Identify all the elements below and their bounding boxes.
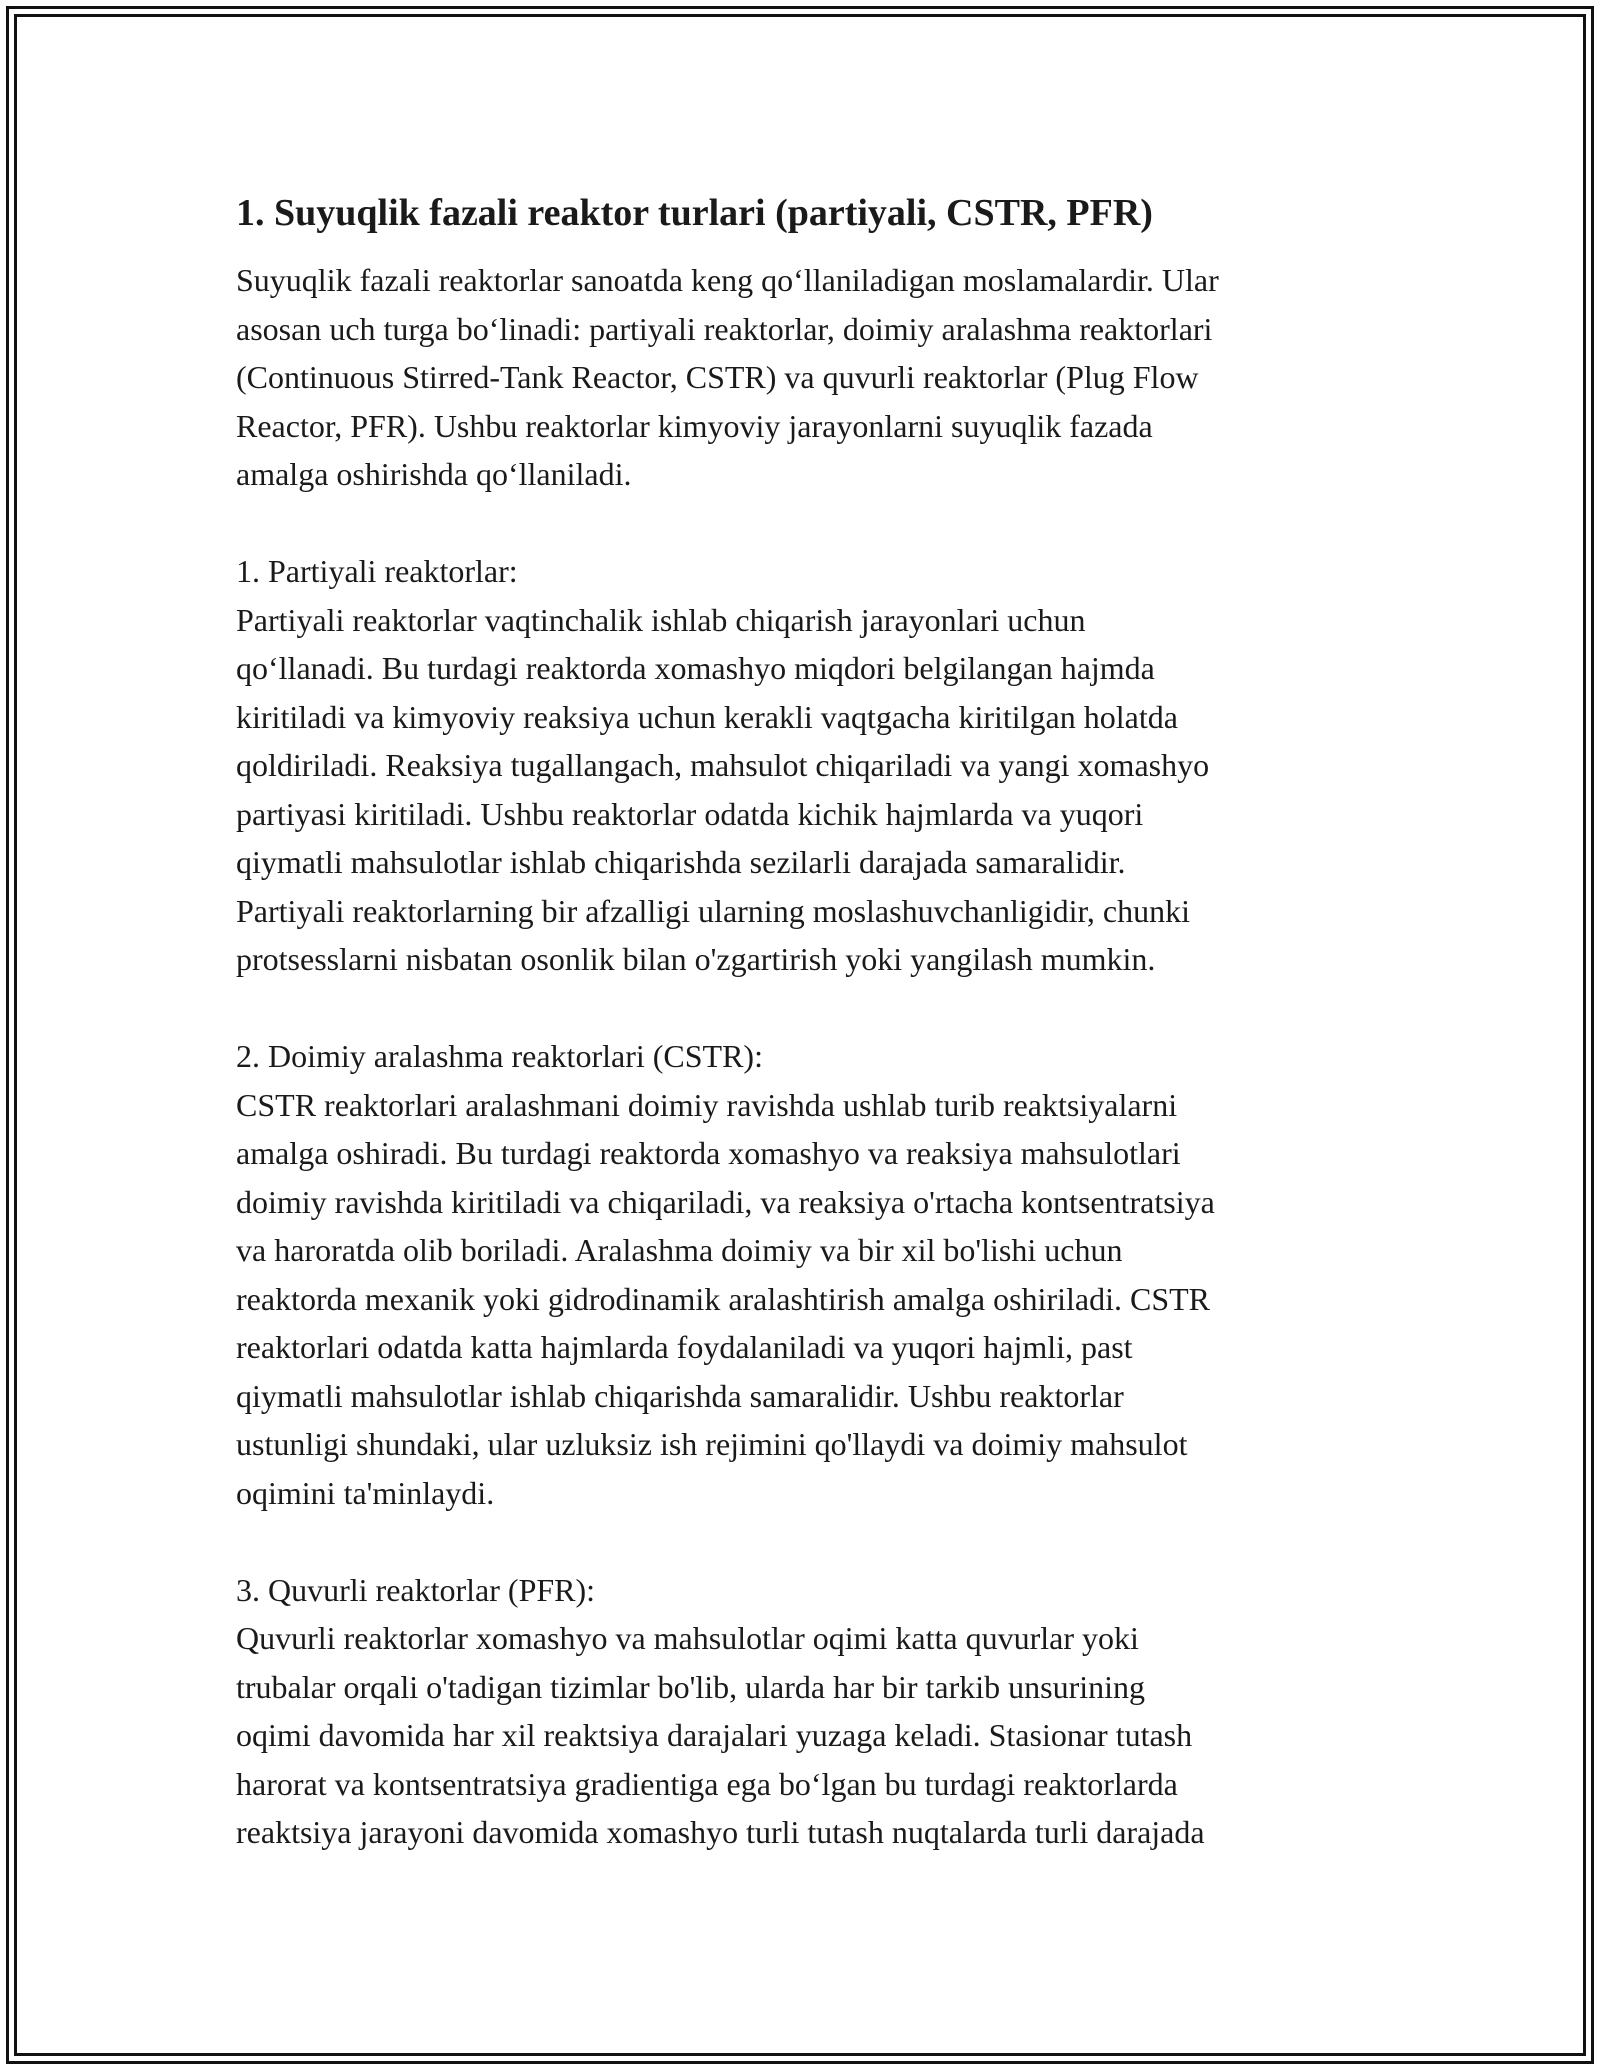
section-pfr-reactors <box>236 1566 1376 1857</box>
section-heading: 1. Partiyali reaktorlar: <box>236 553 518 589</box>
text-line: qiymatli mahsulotlar ishlab chiqarishda samaralidir. Ushbu reaktorlar <box>236 1377 1124 1414</box>
text-line: Suyuqlik fazali reaktorlar sanoatda keng qo‘llaniladigan moslamalardir. Ular <box>236 262 1219 298</box>
text-line: amalga oshirishda qo‘llaniladi. <box>236 456 632 492</box>
text-line: Partiyali reaktorlarning bir afzalligi ularning moslashuvchanligidir, chunki <box>236 892 1191 929</box>
text-line: va haroratda olib boriladi. Aralashma doimiy va bir xil bo'lishi uchun <box>236 1232 1123 1268</box>
text-line: qiymatli mahsulotlar ishlab chiqarishda sezilarli darajada samaralidir. <box>236 844 1126 880</box>
section-heading: 3. Quvurli reaktorlar (PFR): <box>236 1571 596 1608</box>
text-line: reaktorda mexanik yoki gidrodinamik aralashtirish amalga oshiriladi. CSTR <box>236 1280 1210 1317</box>
text-line: amalga oshiradi. Bu turdagi reaktorda xomashyo va reaksiya mahsulotlari <box>236 1135 1181 1171</box>
text-line: trubalar orqali o'tadigan tizimlar bo'lib, ularda har bir tarkib unsurining <box>236 1668 1146 1705</box>
text-line: doimiy ravishda kiritiladi va chiqariladi, va reaksiya o'rtacha kontsentratsiya <box>236 1183 1215 1220</box>
text-line: kiritiladi va kimyoviy reaksiya uchun kerakli vaqtgacha kiritilgan holatda <box>236 698 1178 735</box>
text-line: protsesslarni nisbatan osonlik bilan o'zgartirish yoki yangilash mumkin. <box>236 941 1156 977</box>
intro-paragraph <box>236 256 1376 499</box>
text-line: oqimini ta'minlaydi. <box>236 1474 495 1511</box>
document-body <box>236 186 1376 1905</box>
text-line: qo‘llanadi. Bu turdagi reaktorda xomashyo miqdori belgilangan hajmda <box>236 650 1155 686</box>
text-line: (Continuous Stirred-Tank Reactor, CSTR) va quvurli reaktorlar (Plug Flow <box>236 359 1199 395</box>
document-title: 1. Suyuqlik fazali reaktor turlari (partiyali, CSTR, PFR) <box>236 192 1153 234</box>
text-line: Reactor, PFR). Ushbu reaktorlar kimyoviy jarayonlarni suyuqlik fazada <box>236 407 1153 444</box>
text-line: harorat va kontsentratsiya gradientiga ega bo‘lgan bu turdagi reaktorlarda <box>236 1765 1178 1802</box>
text-line: Partiyali reaktorlar vaqtinchalik ishlab chiqarish jarayonlari uchun <box>236 601 1086 638</box>
section-batch-reactors <box>236 547 1376 984</box>
text-line: ustunligi shundaki, ular uzluksiz ish rejimini qo'llaydi va doimiy mahsulot <box>236 1426 1188 1462</box>
section-cstr-reactors <box>236 1032 1376 1517</box>
text-line: asosan uch turga bo‘linadi: partiyali reaktorlar, doimiy aralashma reaktorlari <box>236 310 1213 347</box>
text-line: qoldiriladi. Reaksiya tugallangach, mahsulot chiqariladi va yangi xomashyo <box>236 747 1210 783</box>
text-line: partiyasi kiritiladi. Ushbu reaktorlar odatda kichik hajmlarda va yuqori <box>236 795 1144 832</box>
text-line: Quvurli reaktorlar xomashyo va mahsulotlar oqimi katta quvurlar yoki <box>236 1620 1139 1656</box>
text-line: oqimi davomida har xil reaktsiya darajalari yuzaga keladi. Stasionar tutash <box>236 1717 1193 1753</box>
section-heading: 2. Doimiy aralashma reaktorlari (CSTR): <box>236 1038 763 1074</box>
text-line: CSTR reaktorlari aralashmani doimiy ravishda ushlab turib reaktsiyalarni <box>236 1086 1178 1123</box>
text-line: reaktsiya jarayoni davomida xomashyo turli tutash nuqtalarda turli darajada <box>236 1814 1205 1850</box>
text-line: reaktorlari odatda katta hajmlarda foydalaniladi va yuqori hajmli, past <box>236 1329 1133 1365</box>
